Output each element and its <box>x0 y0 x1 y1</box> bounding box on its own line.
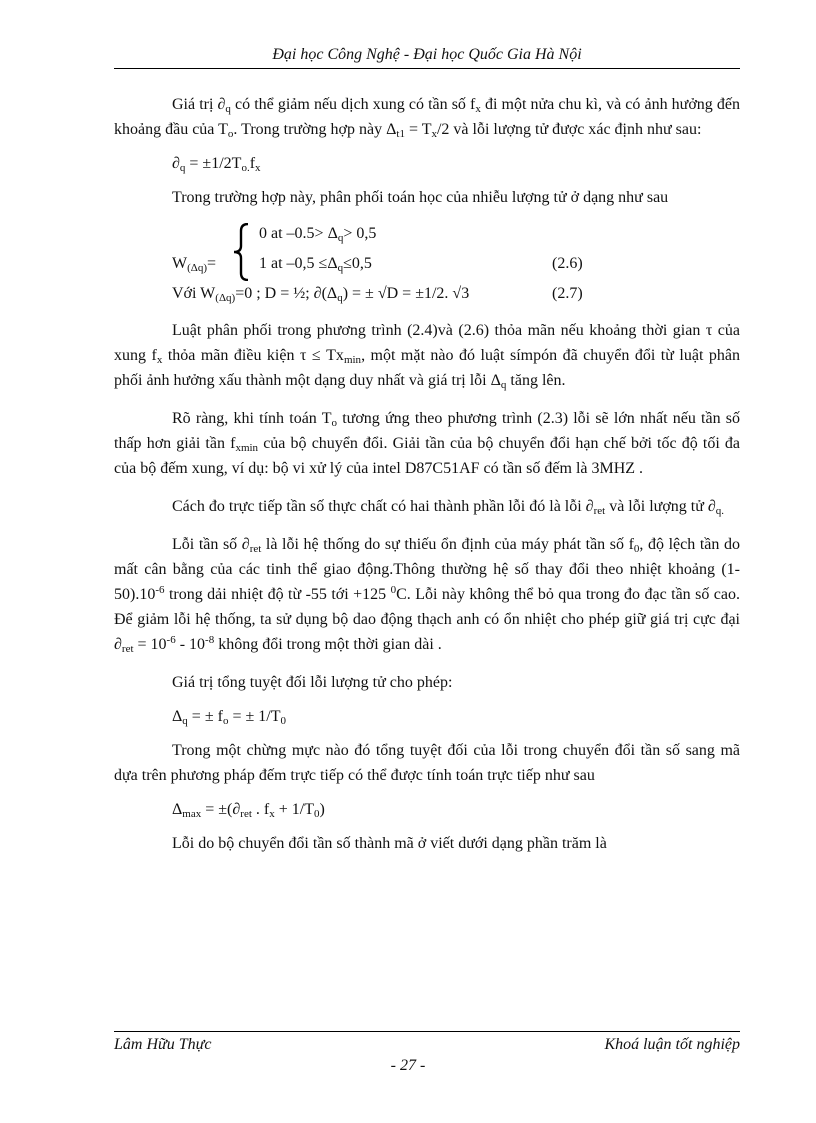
paragraph-6: Lỗi tần số $\partial_{ret}$ là lỗi hệ thống do sự thiếu ổn định của máy phát tần số $f_0$, độ lệch tần do mất cân bằng của các tinh thể giao động.Thông thường hệ số thay đổi theo nhiệt khoảng (1- $50).10^{-6}$ trong dải nhiệt độ từ -55 tới +125 $^0$C. Lỗi này không thể bỏ qua trong đo đạc tần số cao. Để giảm lỗi hệ thống, ta sử dụng bộ dao động thạch anh có ổn nhiệt cho phép giữ giá trị cực đại $\partial_{ret} = 10^{-6} - 10^{-8}$ không đổi trong một thời gian dài . <box>114 536 740 655</box>
page-body <box>114 92 740 856</box>
piecewise-row-2: 1 at $-0,5 \le\Delta_q\le 0,5$ <box>259 255 372 274</box>
footer-author: Lâm Hữu Thực <box>114 1036 212 1053</box>
equation-2: $\Delta_q$ = ± $f_o$ = ± $1/T_0$ <box>172 708 286 727</box>
page-header: Đại học Công Nghệ - Đại học Quốc Gia Hà Nội <box>272 46 582 63</box>
piecewise-equation <box>114 219 740 309</box>
footer-rule <box>114 1031 740 1032</box>
piecewise-row-2-left: $W_{(\Delta q)}=$ <box>172 255 217 274</box>
equation-1: $\partial_q = \pm 1/2T_{o.}f_x$ <box>172 155 261 174</box>
equation-3: $\Delta_{max} = \pm(\partial_{ret}$ . $f_x + 1/T_0$) <box>172 801 325 820</box>
piecewise-row-3: Với $W_{(\Delta q)}=0$ ; D = ½; $\partial(\Delta_q)$ = ± √D = ±1/2. √3 <box>172 285 470 304</box>
paragraph-5: Cách đo trực tiếp tần số thực chất có hai thành phần lỗi đó là lỗi $\partial_{ret}$ và lỗi lượng tử $\partial_{q.}$ <box>172 498 725 517</box>
paragraph-7: Giá trị tổng tuyệt đối lỗi lượng tử cho phép: <box>172 674 453 691</box>
footer-label: Khoá luận tốt nghiệp <box>604 1036 740 1053</box>
page-number: - 27 - <box>390 1057 426 1074</box>
paragraph-3: Luật phân phối trong phương trình (2.4)và (2.6) thỏa mãn nếu khoảng thời gian τ của xung $f_x$ thỏa mãn điều kiện $\tau \le Tx_{min}$, một mặt nào đó luật símpón đã chuyển đổi từ luật phân phối ảnh hưởng xấu thành một dạng duy nhất và giá trị lỗi $\Delta_q$ tăng lên. <box>114 322 741 391</box>
paragraph-2: Trong trường hợp này, phân phối toán học của nhiễu lượng tử ở dạng như sau <box>172 189 669 206</box>
header-rule <box>114 68 740 69</box>
paragraph-8: Trong một chừng mực nào đó tổng tuyệt đối của lỗi trong chuyển đổi tần số sang mã dựa trên phương pháp đếm trực tiếp có thể được tính toán trực tiếp như sau <box>114 742 740 784</box>
equation-number-2-6: (2.6) <box>552 255 583 272</box>
paragraph-1: Giá trị $\partial_q$ có thể giảm nếu dịch xung có tần số $f_x$ đi một nửa chu kì, và có ảnh hưởng đến khoảng đầu của $T_o$. Trong trường hợp này $\Delta_{t1} = T_x/2$ và lỗi lượng tử được xác định như sau: <box>114 96 740 140</box>
piecewise-row-1: 0 at $-0.5> \Delta_q> 0,5$ <box>259 225 377 244</box>
equation-number-2-7: (2.7) <box>552 285 583 302</box>
brace-symbol <box>232 223 252 281</box>
paragraph-9: Lỗi do bộ chuyển đổi tần số thành mã ở viết dưới dạng phần trăm là <box>172 835 607 852</box>
paragraph-4: Rõ ràng, khi tính toán $T_o$ tương ứng theo phương trình (2.3) lỗi sẽ lớn nhất nếu tần số thấp hơn giải tần $f_{xmin}$ của bộ chuyển đổi. Giải tần của bộ chuyển đổi hạn chế bởi tốc độ tối đa của bộ đếm xung, ví dụ: bộ vi xử lý của intel D87C51AF có tần số đếm là 3MHZ . <box>114 410 741 477</box>
